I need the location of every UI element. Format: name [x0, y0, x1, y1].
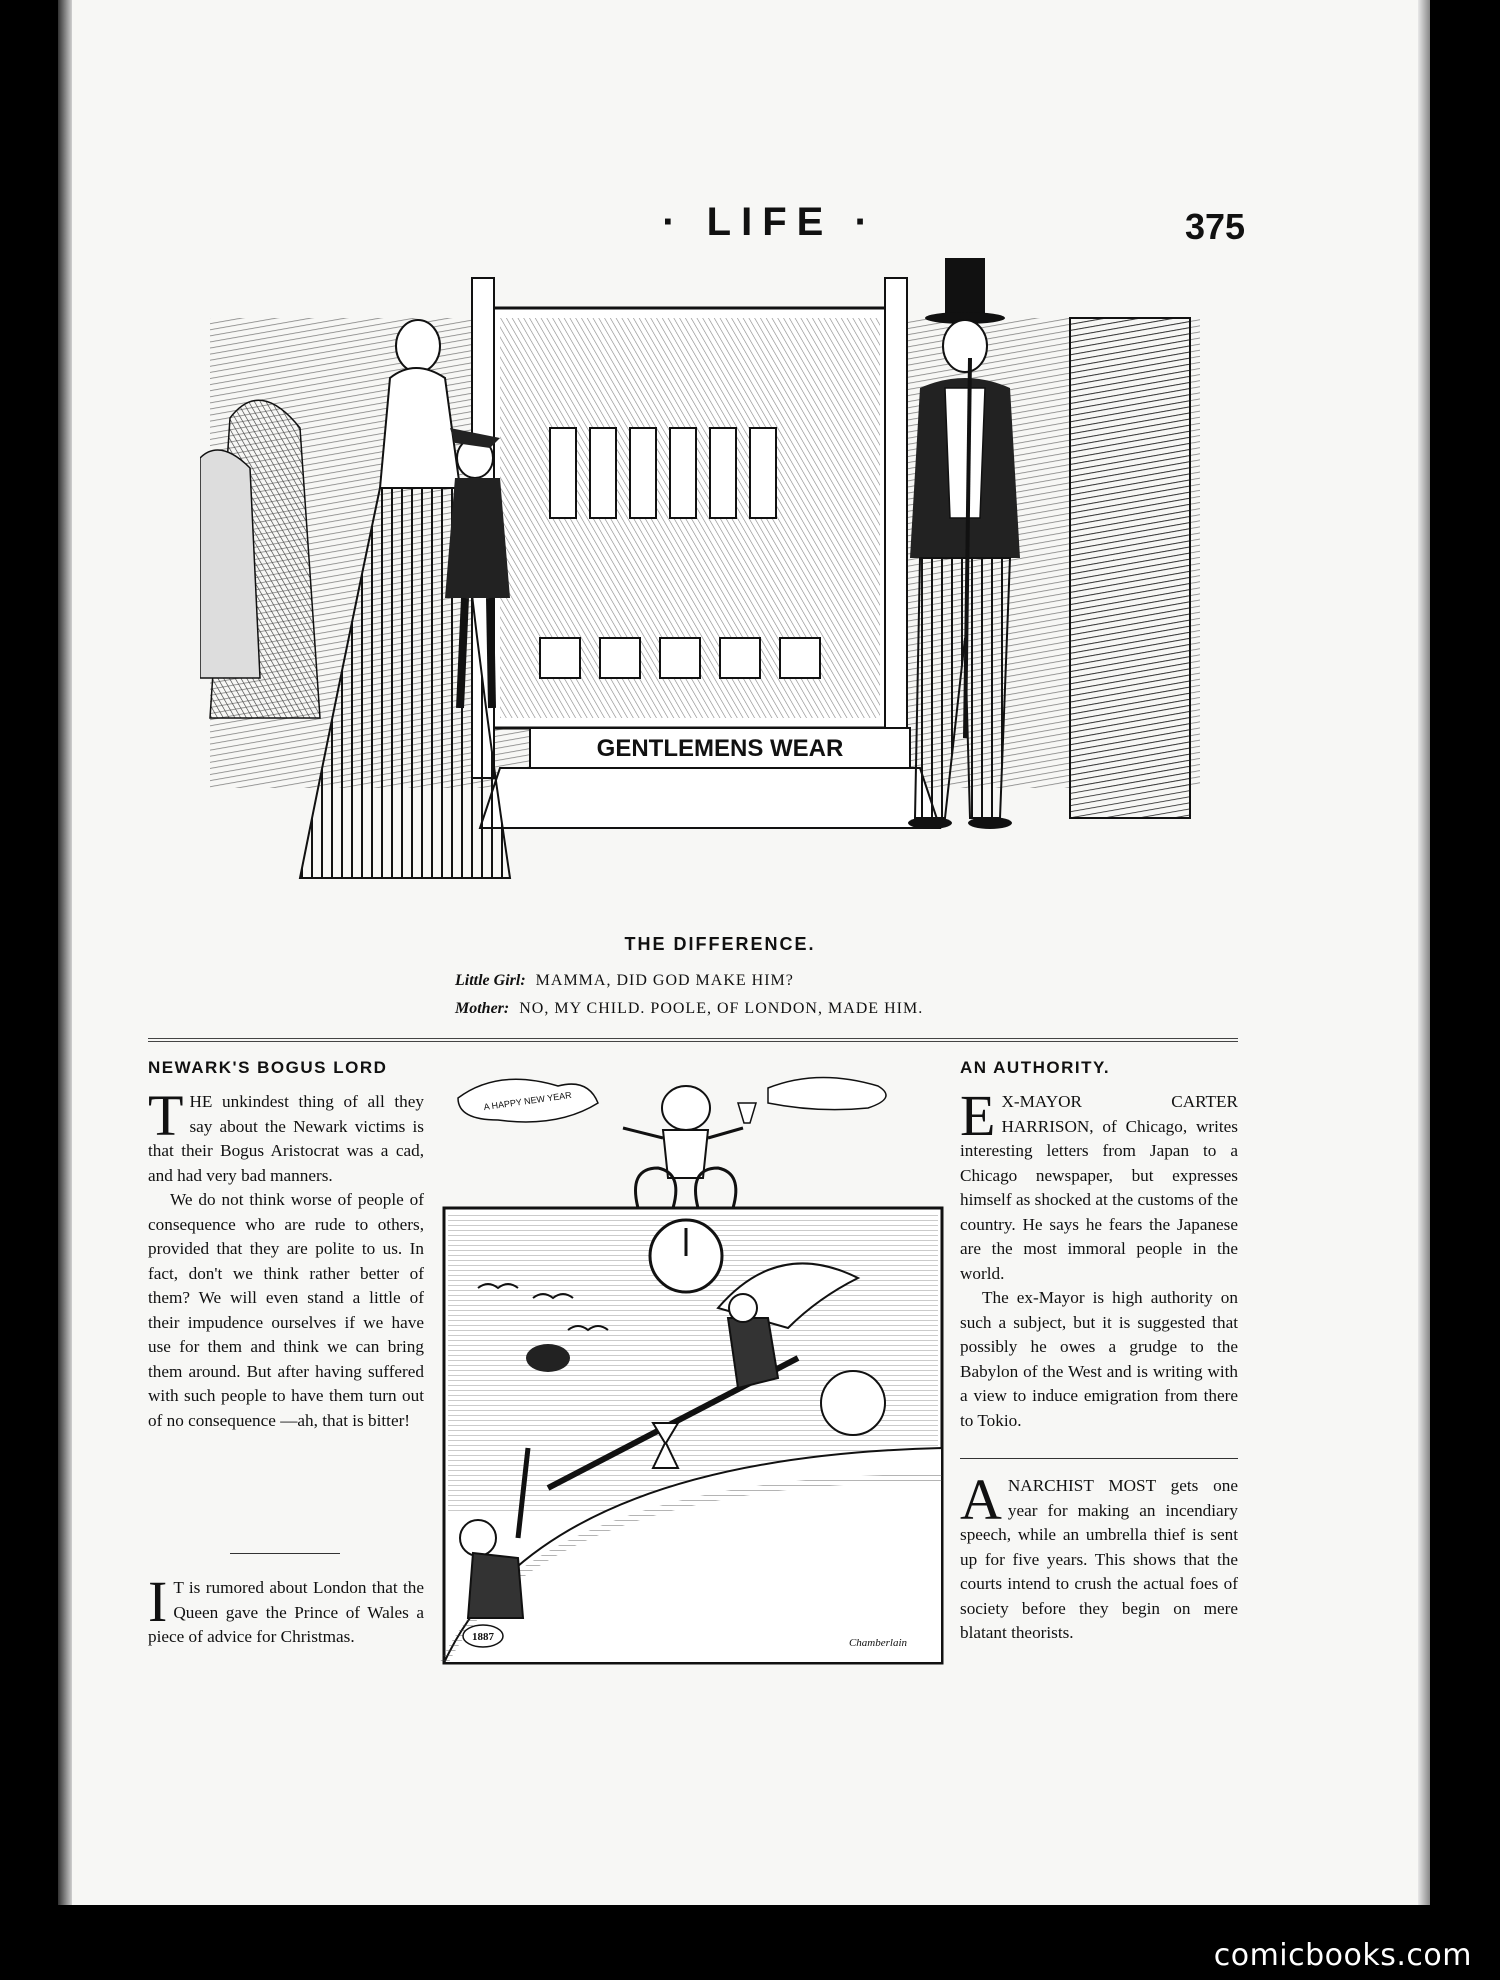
paragraph: T is rumored about London that the Queen gave the Prince of Wales a piece of advice for Christmas. — [148, 1578, 424, 1646]
paragraph: X-MAYOR CARTER HARRISON, of Chicago, writes interesting letters from Japan to a Chicago newspaper, but expresses himself as shocked at the customs of the country. He says he fears the Japanese are the most immoral people in the world. — [960, 1092, 1238, 1283]
right-pillar — [885, 278, 907, 778]
paragraph: We do not think worse of people of consequence who are rude to others, provided that they are polite to us. In fact, don't we think rather better of them? We will even stand a little of their impudence ourselves if we have use for them and think we can bring them around. But after having suffered with such people to have them turn out of no consequence —ah, that is bitter! — [148, 1190, 424, 1430]
article-an-authority — [960, 1083, 1238, 1433]
banner-text: A HAPPY NEW YEAR — [482, 1089, 573, 1113]
dialog-text: NO, MY CHILD. POOLE, OF LONDON, MADE HIM. — [519, 1000, 924, 1017]
caption-dialog-line — [455, 972, 794, 990]
caption-dialog-line — [455, 1000, 923, 1018]
article-separator — [230, 1553, 340, 1554]
caption-title: THE DIFFERENCE. — [624, 934, 816, 954]
artist-signature: Chamberlain — [848, 1637, 908, 1649]
drop-cap: T — [148, 1083, 184, 1148]
drop-cap: E — [960, 1083, 996, 1148]
masthead-title: · LIFE · — [662, 200, 878, 244]
article-separator — [960, 1458, 1238, 1459]
paragraph: The ex-Mayor is high authority on such a subject, but it is suggested that possibly he owes a grudge to the Babylon of the West and is writing with a view to induce emigration from there to Tokio. — [960, 1288, 1238, 1430]
shop-sign: GENTLEMENS WEAR — [596, 735, 844, 762]
article-heading: AN AUTHORITY. — [960, 1058, 1111, 1077]
doorway — [1070, 318, 1190, 818]
section-divider — [148, 1038, 1238, 1042]
article-anarchist-most — [960, 1467, 1238, 1646]
watermark: comicbooks.com — [1213, 1938, 1472, 1973]
article-newarks-bogus-lord — [148, 1083, 424, 1433]
page-number: 375 — [1185, 206, 1246, 247]
baby-new-year-figure — [623, 1086, 756, 1178]
owl-figure — [526, 1344, 570, 1372]
speaker-label: Little Girl: — [455, 972, 526, 989]
dialog-text: MAMMA, DID GOD MAKE HIM? — [535, 972, 794, 989]
article-queen-advice — [148, 1569, 424, 1650]
window-base — [480, 768, 940, 828]
page-fold-shadow — [58, 0, 72, 1905]
page-edge-shadow — [1418, 0, 1430, 1905]
cartoon-new-year-seesaw — [438, 1058, 948, 1668]
sack-label: 1887 — [472, 1631, 494, 1643]
drop-cap: A — [960, 1467, 1002, 1532]
paragraph: NARCHIST MOST gets one year for making an incendiary speech, while an umbrella thief is sent up for five years. This shows that the courts intend to crush the actual foes of society before they begin on mere blatant theorists. — [960, 1476, 1238, 1642]
moon — [821, 1371, 885, 1435]
article-heading: NEWARK'S BOGUS LORD — [148, 1058, 388, 1077]
speaker-label: Mother: — [455, 1000, 510, 1017]
drop-cap: I — [148, 1569, 168, 1634]
cartoon-the-difference — [200, 258, 1210, 918]
paragraph: HE unkindest thing of all they say about the Newark victims is that their Bogus Aristocrat was a cad, and had very bad manners. — [148, 1092, 424, 1185]
